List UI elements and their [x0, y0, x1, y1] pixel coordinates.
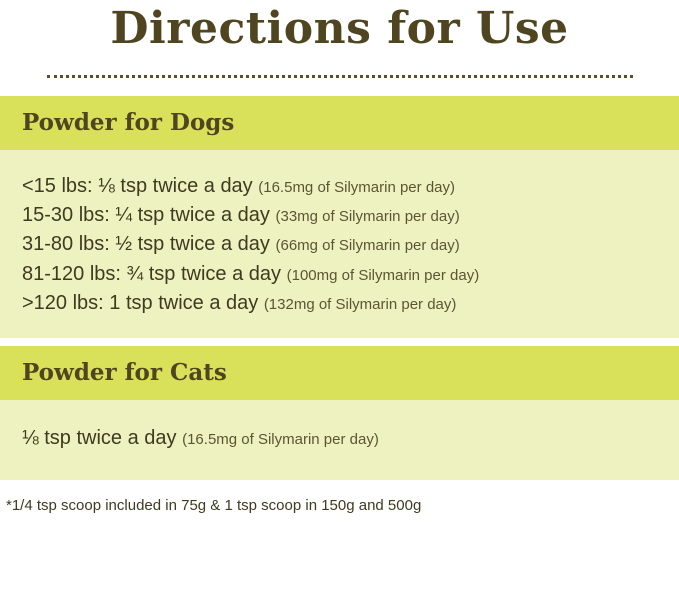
dosage-note: (66mg of Silymarin per day) — [275, 237, 460, 255]
dosage-amount: >120 lbs: 1 tsp twice a day — [22, 291, 259, 314]
dosage-amount: 31-80 lbs: ½ tsp twice a day — [22, 233, 270, 256]
dosage-amount: <15 lbs: ⅛ tsp twice a day — [22, 175, 253, 198]
dosage-row — [22, 424, 657, 453]
dosage-row — [22, 230, 657, 259]
dosage-amount: ⅛ tsp twice a day — [22, 427, 177, 450]
page-title: Directions for Use — [110, 3, 569, 54]
section-body-dogs — [0, 150, 679, 338]
footnote: *1/4 tsp scoop included in 75g & 1 tsp scoop in 150g and 500g — [6, 496, 422, 514]
dosage-note: (132mg of Silymarin per day) — [263, 295, 457, 313]
dotted-divider — [47, 75, 633, 78]
section-body-cats — [0, 400, 679, 479]
dosage-row — [22, 201, 657, 230]
dosage-note: (16.5mg of Silymarin per day) — [258, 179, 455, 197]
dosage-note: (33mg of Silymarin per day) — [275, 208, 460, 226]
dosage-note: (100mg of Silymarin per day) — [286, 266, 480, 284]
dosage-amount: 81-120 lbs: ¾ tsp twice a day — [22, 262, 282, 285]
dosage-row — [22, 172, 657, 201]
section-header-cats: Powder for Cats — [0, 346, 679, 400]
dosage-row — [22, 289, 657, 318]
section-gap — [0, 338, 679, 346]
dosage-amount: 15-30 lbs: ¼ tsp twice a day — [22, 204, 270, 227]
dosage-row — [22, 260, 657, 289]
section-header-dogs: Powder for Dogs — [0, 96, 679, 150]
dosage-note: (16.5mg of Silymarin per day) — [182, 431, 379, 449]
